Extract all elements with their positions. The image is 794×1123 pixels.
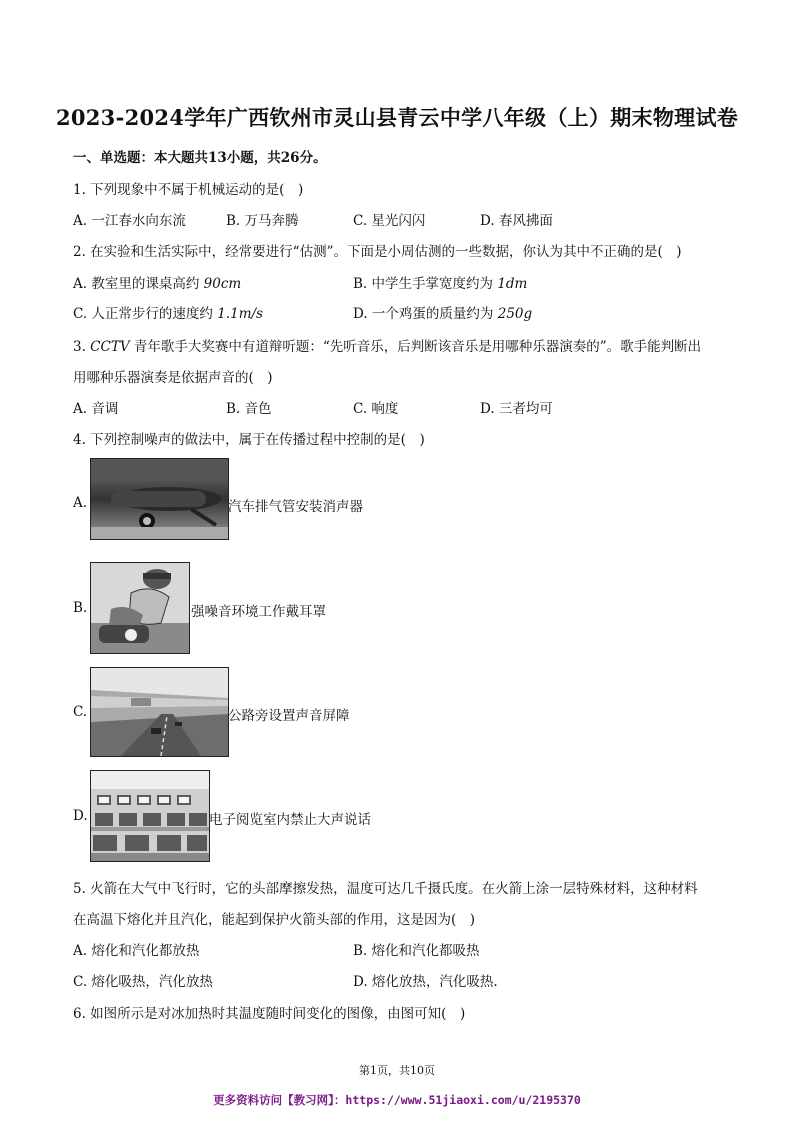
q3-stem-text: 青年歌手大奖赛中有道辩听题：“先听音乐，后判断该音乐是用哪种乐器演奏的”。歌手能判断出 (129, 339, 702, 355)
q2-option-d-text: D. 一个鸡蛋的质量约为 (353, 306, 494, 322)
page-title: 2023-2024学年广西钦州市灵山县青云中学八年级（上）期末物理试卷 (55, 105, 739, 130)
q4-option-a-caption: 汽车排气管安装消声器 (228, 499, 363, 515)
q2-option-a-text: A. 教室里的课桌高约 (73, 276, 200, 292)
q3-number: 3. (73, 339, 91, 355)
q2-option-a-value: 90cm (203, 276, 242, 292)
q4-option-a-label: A. (73, 495, 88, 511)
question-3-stem-line2: 用哪种乐器演奏是依据声音的( ) (73, 370, 273, 386)
question-1-stem: 1. 下列现象中不属于机械运动的是( ) (73, 182, 304, 198)
q4-option-c-caption: 公路旁设置声音屏障 (228, 708, 350, 724)
q1-option-a: A. 一江春水向东流 (73, 213, 186, 229)
q5-option-a: A. 熔化和汽化都放热 (73, 943, 200, 959)
q1-option-c: C. 星光闪闪 (353, 213, 426, 229)
source-link[interactable]: 更多资料访问【教习网】：https://www.51jiaoxi.com/u/2195370 (213, 1093, 581, 1107)
sound-barrier-highway-photo (90, 667, 229, 757)
q1-option-b: B. 万马奔腾 (226, 213, 299, 229)
q4-option-d-caption: 电子阅览室内禁止大声说话 (209, 812, 371, 828)
q2-option-b-text: B. 中学生手掌宽度约为 (353, 276, 494, 292)
section-heading: 一、单选题：本大题共13小题，共26分。 (73, 150, 327, 166)
q2-option-d-value: 250g (497, 306, 533, 322)
q4-option-b-caption: 强噪音环境工作戴耳罩 (191, 604, 326, 620)
question-4-stem: 4. 下列控制噪声的做法中，属于在传播过程中控制的是( ) (73, 432, 425, 448)
q5-option-b: B. 熔化和汽化都吸热 (353, 943, 480, 959)
e-reading-room-photo (90, 770, 210, 862)
q2-option-c-value: 1.1m/s (217, 306, 263, 322)
page-footer: 第1页，共10页 (359, 1064, 435, 1077)
q2-option-b (353, 272, 527, 292)
question-5-stem-line1: 5. 火箭在大气中飞行时，它的头部摩擦发热，温度可达几千摄氏度。在火箭上涂一层特殊材料，这种材料 (73, 881, 698, 897)
worker-earmuffs-photo (90, 562, 190, 654)
q3-option-a: A. 音调 (73, 401, 119, 417)
question-2-stem: 2. 在实验和生活实际中，经常要进行“估测”。下面是小周估测的一些数据，你认为其中不正确的是( ) (73, 244, 682, 260)
q2-option-c-text: C. 人正常步行的速度约 (73, 306, 213, 322)
q4-option-b-label: B. (73, 600, 88, 616)
q3-option-d: D. 三者均可 (480, 401, 553, 417)
q2-option-a (73, 272, 241, 292)
q2-option-b-value: 1dm (497, 276, 528, 292)
q2-option-c (73, 302, 263, 322)
question-5-stem-line2: 在高温下熔化并且汽化，能起到保护火箭头部的作用，这是因为( ) (73, 912, 476, 928)
question-3-stem-line1 (73, 335, 701, 355)
q2-option-d (353, 302, 532, 322)
q3-cctv: CCTV (90, 339, 130, 355)
q3-option-b: B. 音色 (226, 401, 272, 417)
question-6-stem: 6. 如图所示是对冰加热时其温度随时间变化的图像，由图可知( ) (73, 1006, 466, 1022)
q3-option-c: C. 响度 (353, 401, 399, 417)
exhaust-muffler-photo (90, 458, 229, 540)
q4-option-c-label: C. (73, 704, 88, 720)
q1-option-d: D. 春风拂面 (480, 213, 553, 229)
q5-option-d: D. 熔化放热，汽化吸热. (353, 974, 498, 990)
q4-option-d-label: D. (73, 808, 88, 824)
q5-option-c: C. 熔化吸热，汽化放热 (73, 974, 213, 990)
